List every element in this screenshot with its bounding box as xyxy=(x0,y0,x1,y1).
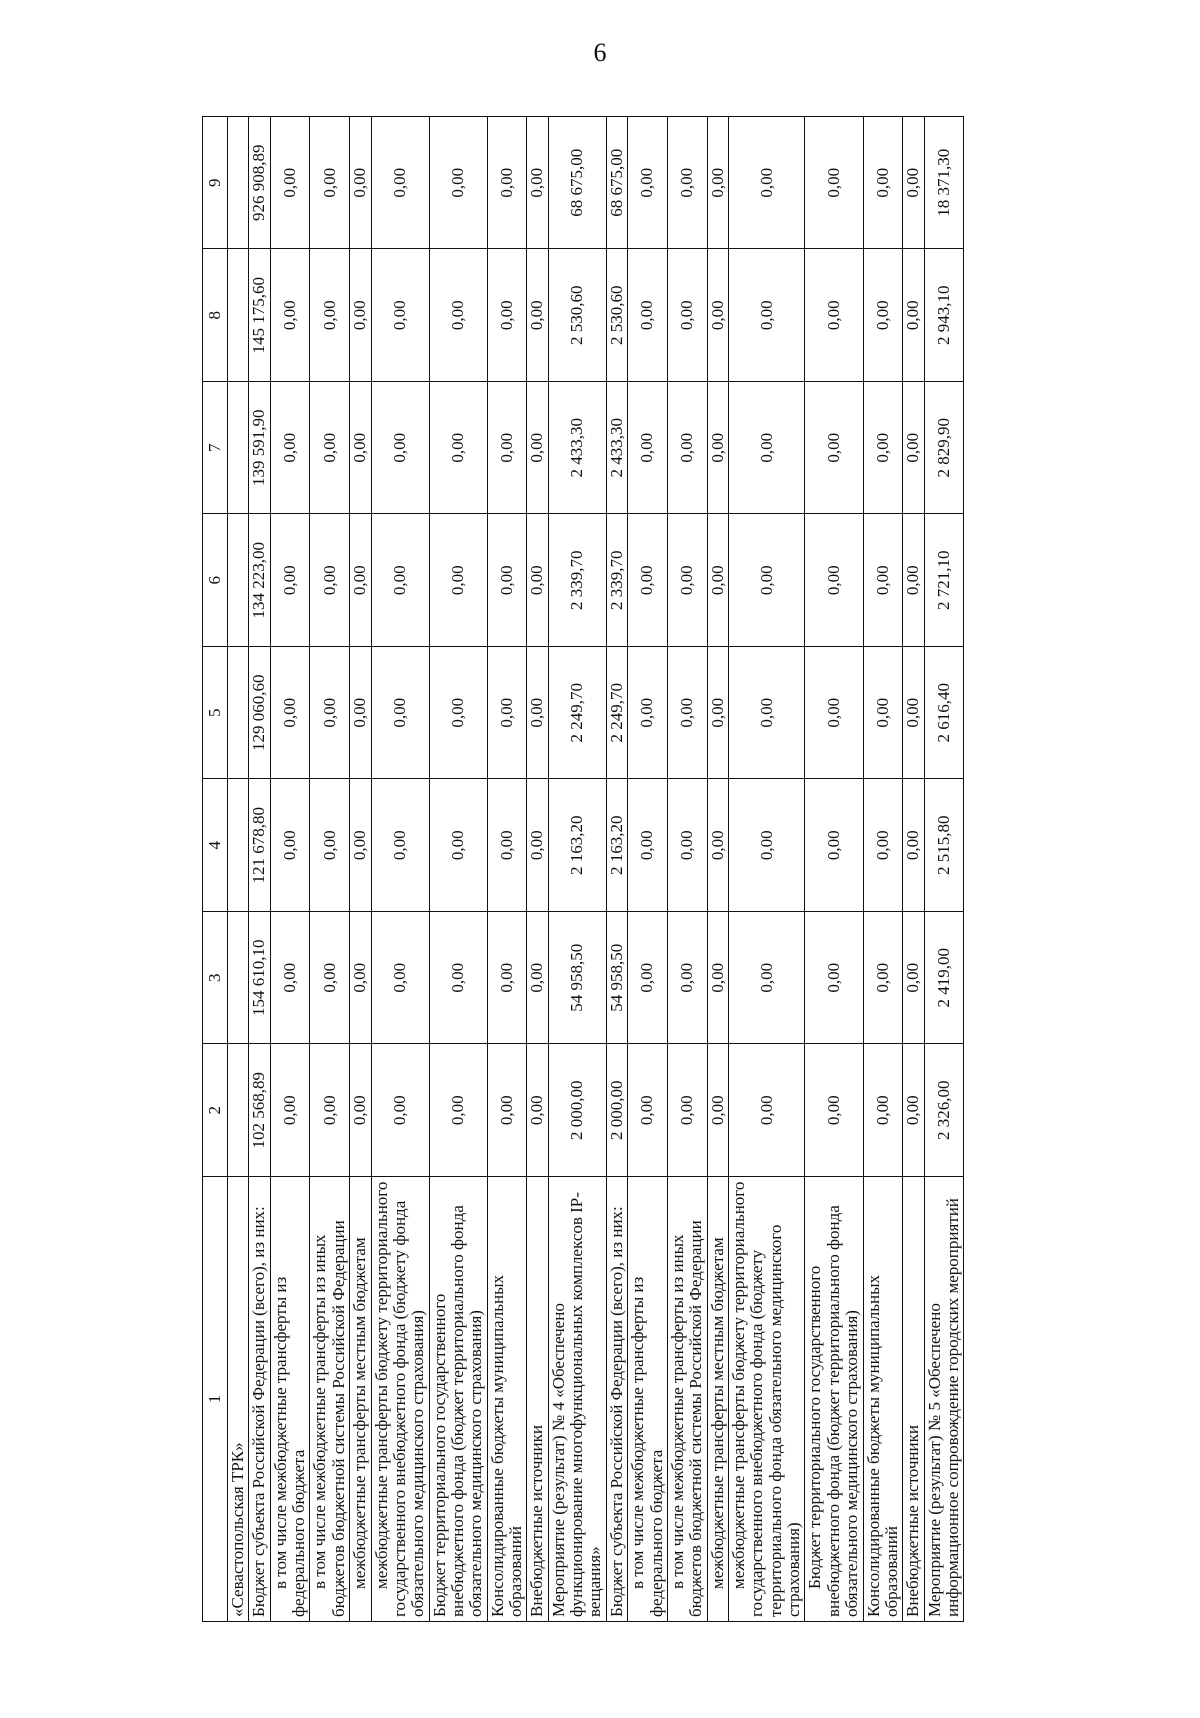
value-cell: 0,00 xyxy=(903,514,924,647)
table-row xyxy=(270,117,310,1622)
table-row xyxy=(228,117,249,1622)
value-cell: 102 568,89 xyxy=(249,1044,270,1177)
row-label: в том числе межбюджетные трансферты из иных бюджетов бюджетной системы Российской Федерации xyxy=(667,1177,707,1622)
table-row xyxy=(487,117,527,1622)
value-cell: 0,00 xyxy=(728,514,804,647)
value-cell: 0,00 xyxy=(350,514,371,647)
value-cell: 0,00 xyxy=(371,382,429,515)
value-cell: 0,00 xyxy=(805,1044,863,1177)
value-cell: 0,00 xyxy=(863,647,903,780)
header-row xyxy=(203,117,228,1622)
value-cell: 0,00 xyxy=(805,912,863,1045)
row-label: Бюджет территориального государственного внебюджетного фонда (бюджет территориального фонда обязательного медицинского страхования) xyxy=(429,1177,487,1622)
row-label: в том числе межбюджетные трансферты из федерального бюджета xyxy=(270,1177,310,1622)
row-label: Внебюджетные источники xyxy=(527,1177,548,1622)
value-cell: 0,00 xyxy=(903,382,924,515)
value-cell: 0,00 xyxy=(270,647,310,780)
value-cell: 0,00 xyxy=(728,1044,804,1177)
value-cell: 0,00 xyxy=(707,382,728,515)
header-cell: 4 xyxy=(203,779,228,912)
value-cell: 0,00 xyxy=(270,382,310,515)
value-cell: 0,00 xyxy=(487,912,527,1045)
value-cell: 2 721,10 xyxy=(924,514,964,647)
row-label: «Севастопольская ТРК» xyxy=(228,1177,249,1622)
value-cell: 0,00 xyxy=(270,117,310,250)
value-cell: 0,00 xyxy=(805,779,863,912)
value-cell: 0,00 xyxy=(350,1044,371,1177)
value-cell: 0,00 xyxy=(270,249,310,382)
value-cell: 0,00 xyxy=(903,249,924,382)
value-cell: 0,00 xyxy=(487,779,527,912)
value-cell: 2 163,20 xyxy=(606,779,627,912)
value-cell: 0,00 xyxy=(728,249,804,382)
header-cell: 6 xyxy=(203,514,228,647)
value-cell: 0,00 xyxy=(805,117,863,250)
value-cell: 926 908,89 xyxy=(249,117,270,250)
value-cell: 2 000,00 xyxy=(606,1044,627,1177)
value-cell: 0,00 xyxy=(707,912,728,1045)
table-row xyxy=(728,117,804,1622)
page-number: 6 xyxy=(593,38,607,67)
table-row xyxy=(707,117,728,1622)
row-label: Консолидированные бюджеты муниципальных образований xyxy=(487,1177,527,1622)
value-cell: 129 060,60 xyxy=(249,647,270,780)
table-row xyxy=(628,117,668,1622)
value-cell: 121 678,80 xyxy=(249,779,270,912)
value-cell: 0,00 xyxy=(350,249,371,382)
value-cell: 0,00 xyxy=(527,249,548,382)
value-cell: 0,00 xyxy=(667,779,707,912)
value-cell: 2 249,70 xyxy=(548,647,606,780)
value-cell: 0,00 xyxy=(863,779,903,912)
value-cell: 0,00 xyxy=(310,117,350,250)
value-cell: 0,00 xyxy=(429,779,487,912)
value-cell: 0,00 xyxy=(270,1044,310,1177)
value-cell: 0,00 xyxy=(863,117,903,250)
header-cell: 9 xyxy=(203,117,228,250)
value-cell: 0,00 xyxy=(707,117,728,250)
value-cell: 0,00 xyxy=(667,249,707,382)
value-cell: 0,00 xyxy=(527,514,548,647)
value-cell: 0,00 xyxy=(310,647,350,780)
value-cell: 0,00 xyxy=(805,382,863,515)
header-cell: 5 xyxy=(203,647,228,780)
table-row xyxy=(924,117,964,1622)
value-cell xyxy=(228,1044,249,1177)
value-cell: 0,00 xyxy=(728,779,804,912)
value-cell: 0,00 xyxy=(628,249,668,382)
value-cell: 2 163,20 xyxy=(548,779,606,912)
value-cell: 0,00 xyxy=(487,249,527,382)
value-cell: 0,00 xyxy=(270,514,310,647)
value-cell xyxy=(228,117,249,250)
budget-table xyxy=(202,116,964,1622)
table-row xyxy=(863,117,903,1622)
row-label: Консолидированные бюджеты муниципальных образований xyxy=(863,1177,903,1622)
value-cell xyxy=(228,249,249,382)
value-cell: 0,00 xyxy=(628,514,668,647)
value-cell: 0,00 xyxy=(310,382,350,515)
value-cell: 0,00 xyxy=(628,382,668,515)
table-row xyxy=(548,117,606,1622)
table-row xyxy=(310,117,350,1622)
value-cell xyxy=(228,382,249,515)
value-cell: 0,00 xyxy=(863,514,903,647)
value-cell: 0,00 xyxy=(728,912,804,1045)
row-label: Мероприятие (результат) № 4 «Обеспечено функционирование многофункциональных комплексов IP-вещания» xyxy=(548,1177,606,1622)
value-cell: 0,00 xyxy=(371,1044,429,1177)
value-cell: 0,00 xyxy=(628,912,668,1045)
value-cell: 0,00 xyxy=(371,912,429,1045)
value-cell: 2 943,10 xyxy=(924,249,964,382)
value-cell: 0,00 xyxy=(863,1044,903,1177)
value-cell: 0,00 xyxy=(527,382,548,515)
value-cell xyxy=(228,514,249,647)
value-cell: 0,00 xyxy=(628,117,668,250)
row-label: Бюджет субъекта Российской Федерации (всего), из них: xyxy=(606,1177,627,1622)
value-cell: 0,00 xyxy=(429,382,487,515)
value-cell: 2 249,70 xyxy=(606,647,627,780)
value-cell: 0,00 xyxy=(429,1044,487,1177)
value-cell: 0,00 xyxy=(707,249,728,382)
value-cell: 0,00 xyxy=(487,514,527,647)
value-cell: 0,00 xyxy=(429,912,487,1045)
value-cell: 68 675,00 xyxy=(548,117,606,250)
value-cell: 0,00 xyxy=(310,1044,350,1177)
value-cell: 0,00 xyxy=(487,1044,527,1177)
value-cell: 0,00 xyxy=(350,647,371,780)
row-label: Внебюджетные источники xyxy=(903,1177,924,1622)
value-cell: 0,00 xyxy=(805,514,863,647)
value-cell: 0,00 xyxy=(667,382,707,515)
value-cell: 0,00 xyxy=(487,117,527,250)
value-cell: 2 616,40 xyxy=(924,647,964,780)
table-row xyxy=(429,117,487,1622)
value-cell: 0,00 xyxy=(903,912,924,1045)
value-cell: 0,00 xyxy=(667,912,707,1045)
value-cell: 134 223,00 xyxy=(249,514,270,647)
value-cell: 0,00 xyxy=(667,1044,707,1177)
row-label: Бюджет территориального государственного внебюджетного фонда (бюджет территориального фонда обязательного медицинского страхования) xyxy=(805,1177,863,1622)
value-cell: 0,00 xyxy=(350,912,371,1045)
value-cell xyxy=(228,779,249,912)
value-cell: 2 419,00 xyxy=(924,912,964,1045)
value-cell: 0,00 xyxy=(371,779,429,912)
value-cell: 0,00 xyxy=(371,249,429,382)
row-label: межбюджетные трансферты бюджету территориального государственного внебюджетного фонда (бюджету фонда обязательного медицинского страхования) xyxy=(371,1177,429,1622)
value-cell: 0,00 xyxy=(527,1044,548,1177)
value-cell: 0,00 xyxy=(728,647,804,780)
value-cell: 0,00 xyxy=(429,647,487,780)
table-row xyxy=(249,117,270,1622)
table-row xyxy=(371,117,429,1622)
header-cell: 1 xyxy=(203,1177,228,1622)
value-cell: 0,00 xyxy=(371,647,429,780)
value-cell: 0,00 xyxy=(628,779,668,912)
value-cell: 2 326,00 xyxy=(924,1044,964,1177)
value-cell: 68 675,00 xyxy=(606,117,627,250)
value-cell: 0,00 xyxy=(903,117,924,250)
value-cell: 0,00 xyxy=(863,249,903,382)
value-cell: 139 591,90 xyxy=(249,382,270,515)
value-cell: 154 610,10 xyxy=(249,912,270,1045)
value-cell: 0,00 xyxy=(350,382,371,515)
value-cell: 0,00 xyxy=(350,117,371,250)
header-cell: 7 xyxy=(203,382,228,515)
value-cell: 2 829,90 xyxy=(924,382,964,515)
value-cell: 0,00 xyxy=(628,1044,668,1177)
value-cell: 0,00 xyxy=(487,382,527,515)
value-cell: 2 515,80 xyxy=(924,779,964,912)
value-cell: 2 000,00 xyxy=(548,1044,606,1177)
value-cell: 145 175,60 xyxy=(249,249,270,382)
value-cell: 0,00 xyxy=(310,514,350,647)
value-cell: 0,00 xyxy=(270,912,310,1045)
table-body xyxy=(228,117,964,1622)
value-cell: 0,00 xyxy=(527,117,548,250)
value-cell: 0,00 xyxy=(527,912,548,1045)
value-cell: 0,00 xyxy=(310,779,350,912)
table-row xyxy=(903,117,924,1622)
value-cell: 2 433,30 xyxy=(606,382,627,515)
row-label: межбюджетные трансферты местным бюджетам xyxy=(707,1177,728,1622)
value-cell: 2 530,60 xyxy=(606,249,627,382)
value-cell: 54 958,50 xyxy=(606,912,627,1045)
row-label: межбюджетные трансферты бюджету территориального государственного внебюджетного фонда (бюджету территориального фонда обязательного медицинского страхования) xyxy=(728,1177,804,1622)
value-cell: 0,00 xyxy=(903,1044,924,1177)
value-cell: 0,00 xyxy=(628,647,668,780)
value-cell: 0,00 xyxy=(527,647,548,780)
value-cell: 0,00 xyxy=(667,647,707,780)
value-cell: 0,00 xyxy=(429,249,487,382)
row-label: Бюджет субъекта Российской Федерации (всего), из них: xyxy=(249,1177,270,1622)
value-cell: 0,00 xyxy=(667,117,707,250)
value-cell: 0,00 xyxy=(805,647,863,780)
table-row xyxy=(527,117,548,1622)
table-row xyxy=(350,117,371,1622)
value-cell: 0,00 xyxy=(863,912,903,1045)
row-label: в том числе межбюджетные трансферты из иных бюджетов бюджетной системы Российской Федерации xyxy=(310,1177,350,1622)
row-label: Мероприятие (результат) № 5 «Обеспечено информационное сопровождение городских мероприятий xyxy=(924,1177,964,1622)
value-cell: 0,00 xyxy=(707,647,728,780)
header-cell: 2 xyxy=(203,1044,228,1177)
value-cell: 0,00 xyxy=(270,779,310,912)
table-row xyxy=(805,117,863,1622)
header-cell: 3 xyxy=(203,912,228,1045)
value-cell: 0,00 xyxy=(903,779,924,912)
value-cell: 0,00 xyxy=(903,647,924,780)
header-cell: 8 xyxy=(203,249,228,382)
table-row xyxy=(606,117,627,1622)
value-cell: 0,00 xyxy=(371,117,429,250)
value-cell: 0,00 xyxy=(429,117,487,250)
value-cell: 0,00 xyxy=(310,249,350,382)
value-cell: 0,00 xyxy=(728,117,804,250)
value-cell: 54 958,50 xyxy=(548,912,606,1045)
value-cell: 0,00 xyxy=(667,514,707,647)
value-cell xyxy=(228,647,249,780)
rotated-table-wrapper xyxy=(202,117,1097,1622)
value-cell: 0,00 xyxy=(707,514,728,647)
value-cell: 0,00 xyxy=(310,912,350,1045)
value-cell: 0,00 xyxy=(707,1044,728,1177)
value-cell xyxy=(228,912,249,1045)
value-cell: 0,00 xyxy=(527,779,548,912)
value-cell: 0,00 xyxy=(350,779,371,912)
value-cell: 0,00 xyxy=(429,514,487,647)
value-cell: 0,00 xyxy=(805,249,863,382)
value-cell: 0,00 xyxy=(728,382,804,515)
row-label: в том числе межбюджетные трансферты из федерального бюджета xyxy=(628,1177,668,1622)
table-row xyxy=(667,117,707,1622)
value-cell: 2 433,30 xyxy=(548,382,606,515)
value-cell: 18 371,30 xyxy=(924,117,964,250)
value-cell: 0,00 xyxy=(863,382,903,515)
value-cell: 0,00 xyxy=(487,647,527,780)
value-cell: 2 530,60 xyxy=(548,249,606,382)
row-label: межбюджетные трансферты местным бюджетам xyxy=(350,1177,371,1622)
value-cell: 2 339,70 xyxy=(606,514,627,647)
value-cell: 0,00 xyxy=(371,514,429,647)
value-cell: 0,00 xyxy=(707,779,728,912)
value-cell: 2 339,70 xyxy=(548,514,606,647)
